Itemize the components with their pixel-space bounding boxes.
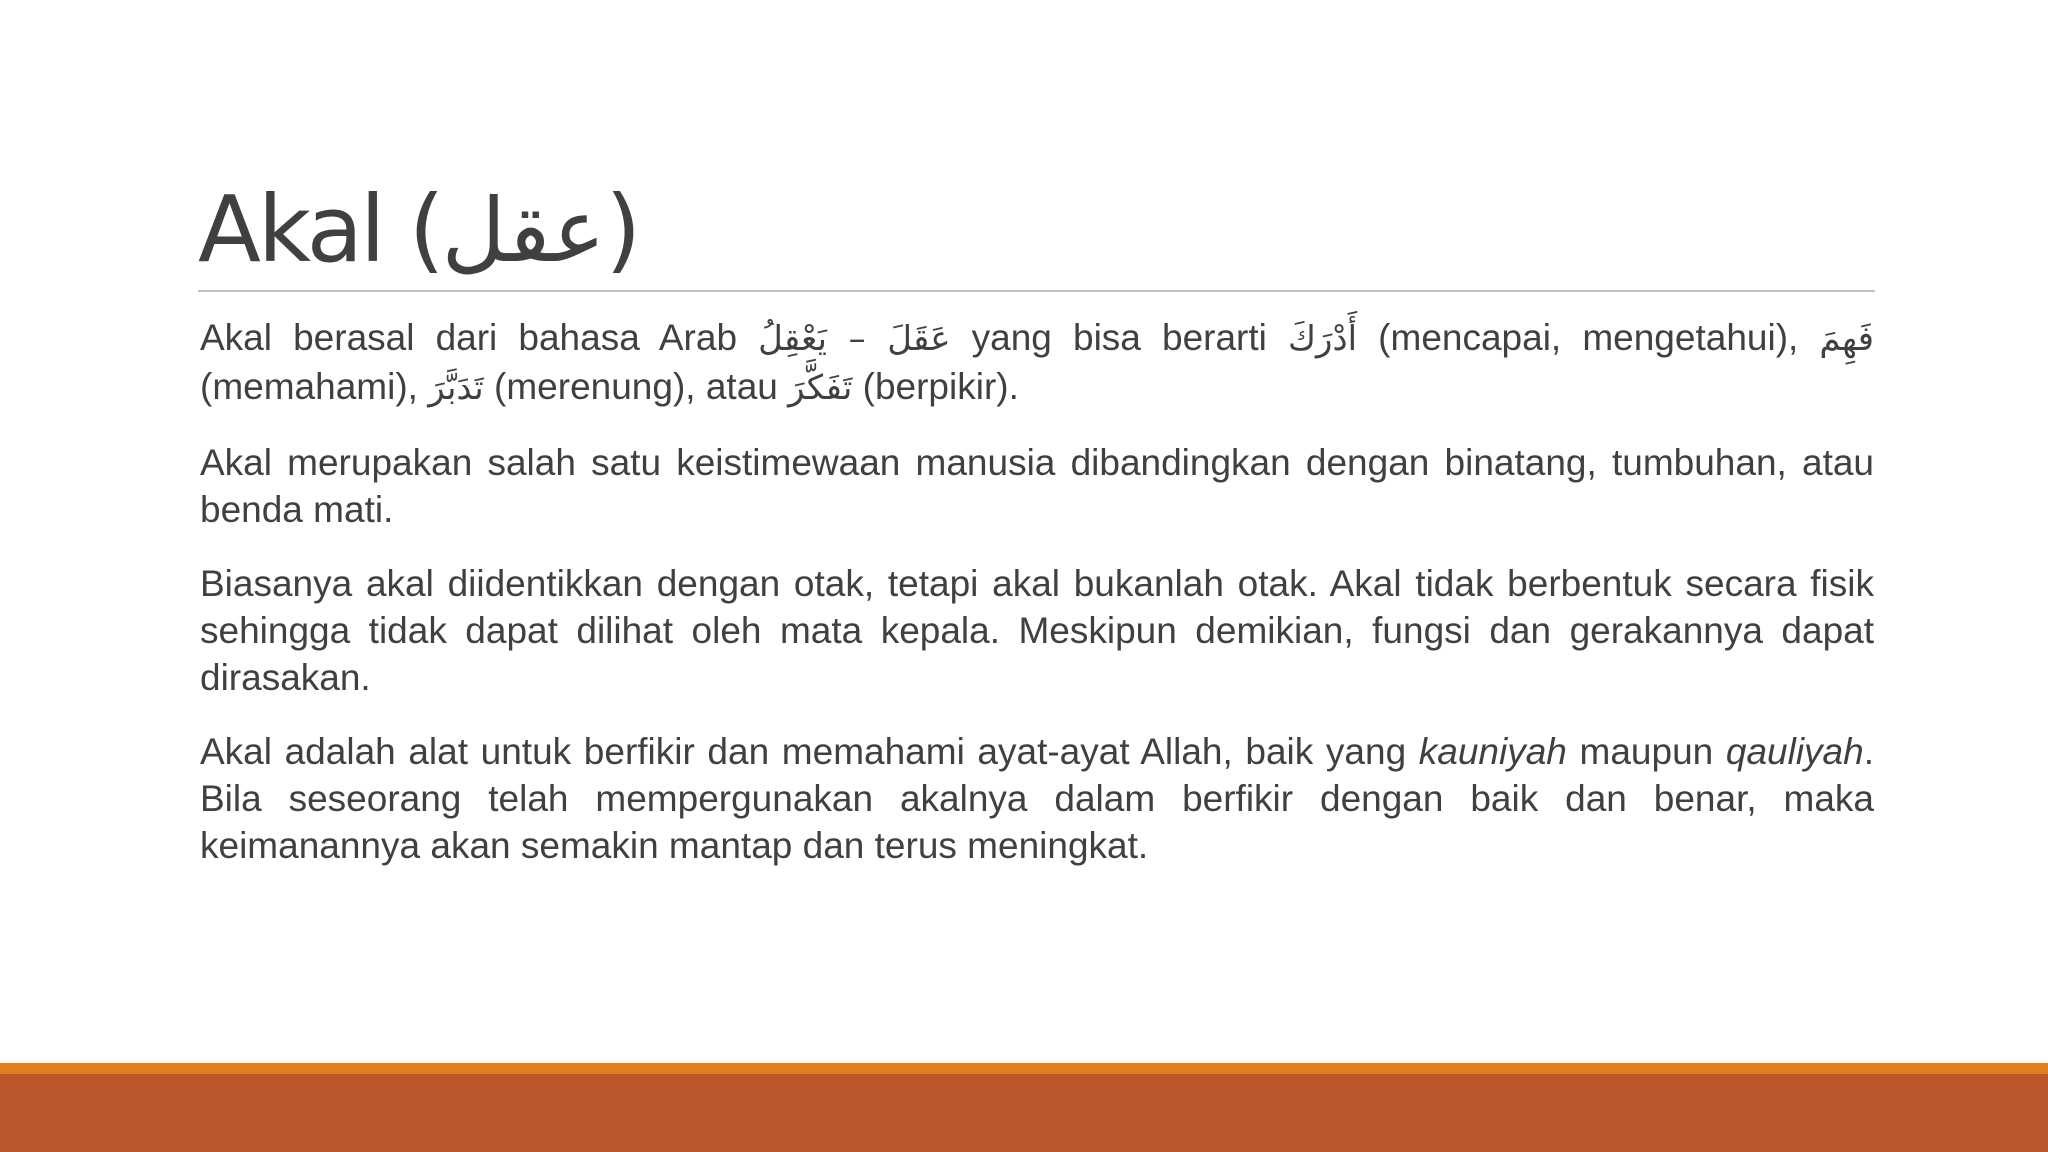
title-arabic: عقل: [441, 179, 606, 282]
footer-bar: [0, 1074, 2048, 1152]
p1-text-1: Akal berasal dari bahasa Arab: [200, 317, 759, 358]
slide-title: [198, 170, 638, 291]
footer-accent-line: [0, 1063, 2048, 1074]
p1-arabic-tadabbara: تَدَبَّرَ: [428, 368, 484, 408]
p4-emphasis-qauliyah: qauliyah: [1725, 731, 1864, 772]
title-close: ): [605, 176, 639, 283]
title-divider: [198, 290, 1875, 292]
paragraph-etymology: [200, 314, 1874, 412]
slide-body: [200, 314, 1874, 896]
p1-arabic-fahima: فَهِمَ: [1819, 319, 1874, 359]
p1-arabic-adraka: أَدْرَكَ: [1288, 319, 1358, 359]
p4-emphasis-kauniyah: kauniyah: [1418, 731, 1567, 772]
p1-arabic-aqala: عَقَلَ – يَعْقِلُ: [758, 319, 951, 359]
p1-text-5: (merenung), atau: [483, 366, 789, 407]
p4-text-3: . Bila seseorang telah mempergunakan akalnya dalam berfikir dengan baik dan benar, maka keimanannya akan semakin mantap dan terus meningkat.: [200, 731, 1874, 866]
p1-text-4: (memahami),: [200, 366, 429, 407]
p4-text-1: Akal adalah alat untuk berfikir dan memahami ayat-ayat Allah, baik yang: [200, 731, 1419, 772]
p1-text-3: (mencapai, mengetahui),: [1357, 317, 1820, 358]
p1-text-6: (berpikir).: [852, 366, 1019, 407]
p1-arabic-tafakkara: تَفَكَّرَ: [788, 368, 853, 408]
paragraph-function: [200, 728, 1874, 869]
p1-text-2: yang bisa berarti: [950, 317, 1289, 358]
paragraph-distinction: Akal merupakan salah satu keistimewaan manusia dibandingkan dengan binatang, tumbuhan, atau benda mati.: [200, 442, 1874, 530]
p4-text-2: maupun: [1566, 731, 1726, 772]
title-latin: Akal (: [198, 176, 442, 283]
paragraph-brain: Biasanya akal diidentikkan dengan otak, tetapi akal bukanlah otak. Akal tidak berbentuk secara fisik sehingga tidak dapat dilihat oleh mata kepala. Meskipun demikian, fungsi dan gerakannya dapat dirasakan.: [200, 563, 1874, 698]
